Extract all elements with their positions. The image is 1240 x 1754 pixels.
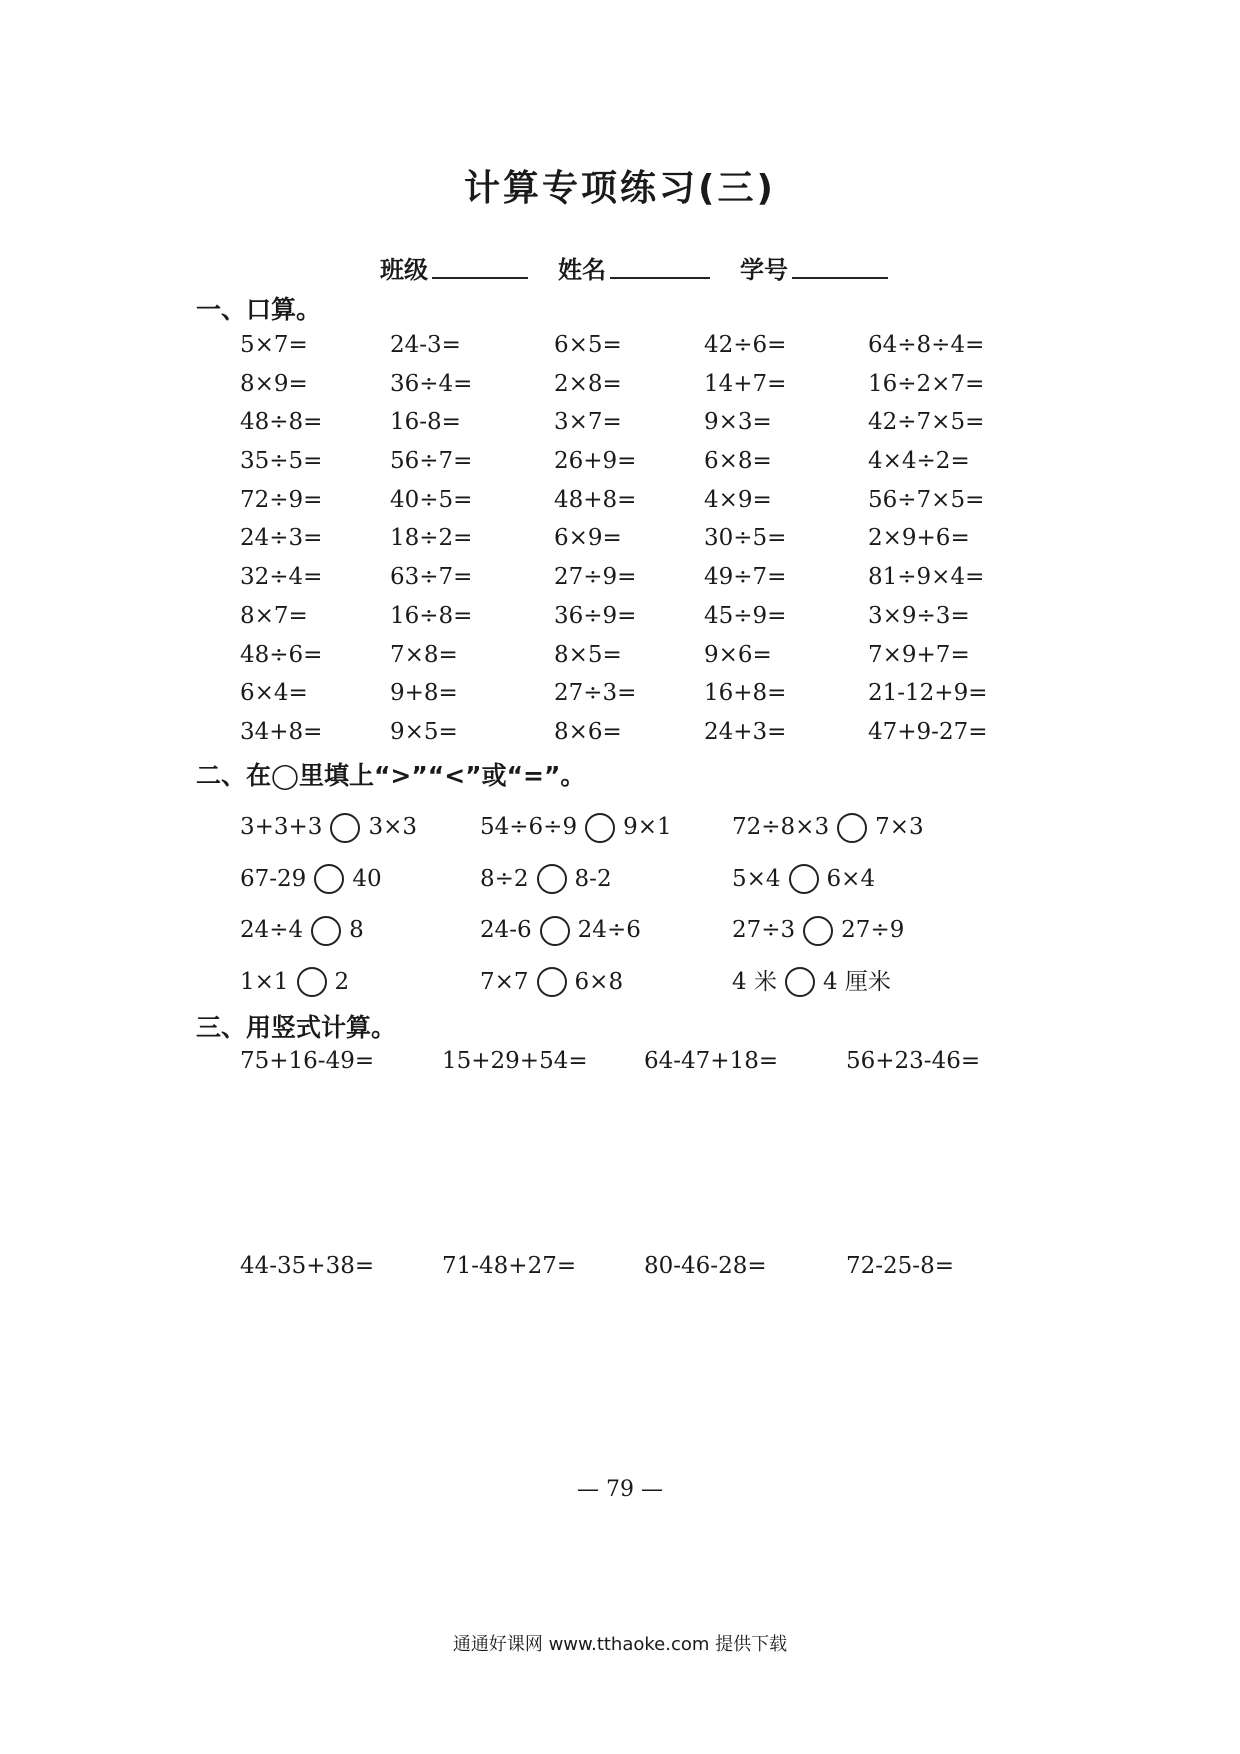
answer-circle[interactable] — [803, 916, 833, 946]
oral-problem: 49÷7= — [704, 564, 787, 591]
student-info-row — [380, 250, 918, 285]
section1-heading: 一、口算。 — [196, 295, 322, 324]
comparison-right: 24÷6 — [577, 917, 641, 943]
comparison-item — [480, 905, 732, 957]
written-problem: 72-25-8= — [846, 1253, 954, 1279]
oral-calculation-grid — [240, 326, 1048, 752]
comparison-item — [240, 802, 480, 854]
written-problem: 64-47+18= — [644, 1048, 779, 1074]
written-problem: 44-35+38= — [240, 1253, 375, 1279]
comparison-item — [240, 905, 480, 957]
comparison-item — [480, 802, 732, 854]
oral-problem: 7×9+7= — [868, 641, 970, 668]
oral-problem: 35÷5= — [240, 448, 323, 475]
oral-problem: 16÷8= — [390, 602, 473, 629]
written-problem: 56+23-46= — [846, 1048, 981, 1074]
comparison-right: 6×4 — [826, 865, 876, 892]
written-problem: 75+16-49= — [240, 1048, 375, 1074]
oral-problem: 63÷7= — [390, 564, 473, 591]
comparison-left: 54÷6÷9 — [480, 814, 578, 840]
oral-problem: 30÷5= — [704, 525, 787, 552]
comparison-item — [480, 854, 732, 906]
oral-problem: 72÷9= — [240, 486, 323, 513]
comparison-left: 1×1 — [240, 968, 289, 995]
comparison-right: 8 — [349, 917, 364, 943]
class-field — [380, 250, 528, 285]
comparison-item — [240, 957, 480, 1009]
comparison-left: 24-6 — [480, 917, 532, 943]
comparison-right: 8-2 — [574, 865, 612, 892]
answer-circle[interactable] — [314, 864, 344, 894]
comparison-item — [732, 957, 972, 1009]
comparison-left: 3+3+3 — [240, 814, 323, 840]
oral-problem: 7×8= — [390, 641, 458, 668]
name-blank — [610, 277, 710, 279]
oral-problem: 14+7= — [704, 370, 787, 397]
written-problem: 71-48+27= — [442, 1253, 577, 1279]
answer-circle[interactable] — [785, 967, 815, 997]
student-id-field — [740, 250, 888, 285]
oral-problem: 8×9= — [240, 370, 308, 397]
comparison-left: 27÷3 — [732, 917, 796, 943]
oral-problem: 40÷5= — [390, 486, 473, 513]
page-title: 计算专项练习(三) — [464, 168, 776, 209]
comparison-right: 6×8 — [574, 968, 624, 995]
oral-problem: 24÷3= — [240, 525, 323, 552]
name-field — [558, 250, 710, 285]
comparison-left: 24÷4 — [240, 917, 304, 943]
oral-problem: 2×8= — [554, 370, 622, 397]
section2-heading: 二、在◯里填上“>”“<”或“=”。 — [196, 761, 586, 790]
written-calculation-row-1 — [240, 1048, 1066, 1074]
comparison-left: 4 米 — [732, 968, 777, 995]
oral-problem: 16-8= — [390, 409, 461, 436]
answer-circle[interactable] — [297, 967, 327, 997]
written-problem: 80-46-28= — [644, 1253, 767, 1279]
oral-problem: 16÷2×7= — [868, 370, 985, 397]
oral-problem: 36÷9= — [554, 602, 637, 629]
oral-problem: 3×7= — [554, 409, 622, 436]
written-problem: 15+29+54= — [442, 1048, 588, 1074]
comparison-item — [732, 905, 972, 957]
oral-problem: 9×5= — [390, 718, 458, 745]
comparison-item — [732, 854, 972, 906]
oral-problem: 48÷6= — [240, 641, 323, 668]
oral-problem: 64÷8÷4= — [868, 332, 985, 358]
oral-problem: 26+9= — [554, 448, 637, 475]
oral-problem: 9+8= — [390, 680, 458, 707]
class-blank — [432, 277, 528, 279]
comparison-right: 7×3 — [875, 814, 924, 840]
oral-problem: 24+3= — [704, 718, 787, 745]
answer-circle[interactable] — [537, 864, 567, 894]
oral-problem: 6×5= — [554, 332, 622, 358]
comparison-right: 3×3 — [368, 814, 417, 840]
oral-problem: 56÷7×5= — [868, 486, 985, 513]
comparison-left: 8÷2 — [480, 865, 529, 892]
name-label: 姓名 — [558, 256, 606, 284]
oral-problem: 24-3= — [390, 332, 461, 358]
oral-problem: 18÷2= — [390, 525, 473, 552]
page-number: — 79 — — [577, 1477, 663, 1502]
answer-circle[interactable] — [540, 916, 570, 946]
oral-problem: 21-12+9= — [868, 680, 988, 707]
comparison-right: 4 厘米 — [822, 968, 891, 995]
oral-problem: 6×8= — [704, 448, 772, 475]
oral-problem: 8×6= — [554, 718, 622, 745]
comparison-right: 9×1 — [623, 814, 672, 840]
oral-problem: 42÷7×5= — [868, 409, 985, 436]
oral-problem: 3×9÷3= — [868, 602, 970, 629]
answer-circle[interactable] — [837, 813, 867, 843]
student-id-blank — [792, 277, 888, 279]
oral-problem: 5×7= — [240, 332, 308, 358]
oral-problem: 4×4÷2= — [868, 448, 970, 475]
comparison-right: 27÷9 — [841, 917, 905, 943]
answer-circle[interactable] — [311, 916, 341, 946]
oral-problem: 16+8= — [704, 680, 787, 707]
oral-problem: 8×5= — [554, 641, 622, 668]
comparison-item — [732, 802, 972, 854]
comparison-left: 5×4 — [732, 865, 781, 892]
oral-problem: 9×6= — [704, 641, 772, 668]
oral-problem: 42÷6= — [704, 332, 787, 358]
class-label: 班级 — [380, 256, 428, 284]
oral-problem: 6×4= — [240, 680, 308, 707]
oral-problem: 2×9+6= — [868, 525, 970, 552]
comparison-right: 2 — [334, 968, 350, 995]
oral-problem: 34+8= — [240, 718, 323, 745]
answer-circle[interactable] — [789, 864, 819, 894]
oral-problem: 48÷8= — [240, 409, 323, 436]
answer-circle[interactable] — [585, 813, 615, 843]
oral-problem: 4×9= — [704, 486, 772, 513]
comparison-item — [480, 957, 732, 1009]
oral-problem: 56÷7= — [390, 448, 473, 475]
oral-problem: 45÷9= — [704, 602, 787, 629]
section3-heading: 三、用竖式计算。 — [196, 1013, 397, 1042]
oral-problem: 6×9= — [554, 525, 622, 552]
oral-problem: 9×3= — [704, 409, 772, 436]
download-footer: 通通好课网 www.tthaoke.com 提供下载 — [452, 1634, 788, 1655]
comparison-item — [240, 854, 480, 906]
oral-problem: 27÷9= — [554, 564, 637, 591]
oral-problem: 47+9-27= — [868, 718, 988, 745]
oral-problem: 48+8= — [554, 486, 637, 513]
comparison-left: 67-29 — [240, 865, 307, 892]
answer-circle[interactable] — [537, 967, 567, 997]
comparison-left: 7×7 — [480, 968, 529, 995]
oral-problem: 36÷4= — [390, 370, 473, 397]
written-calculation-row-2 — [240, 1253, 1066, 1279]
oral-problem: 27÷3= — [554, 680, 637, 707]
comparison-grid — [240, 802, 972, 1008]
comparison-left: 72÷8×3 — [732, 814, 830, 840]
oral-problem: 32÷4= — [240, 564, 323, 591]
comparison-right: 40 — [352, 865, 382, 892]
answer-circle[interactable] — [330, 813, 360, 843]
oral-problem: 81÷9×4= — [868, 564, 985, 591]
student-id-label: 学号 — [740, 256, 788, 284]
oral-problem: 8×7= — [240, 602, 308, 629]
